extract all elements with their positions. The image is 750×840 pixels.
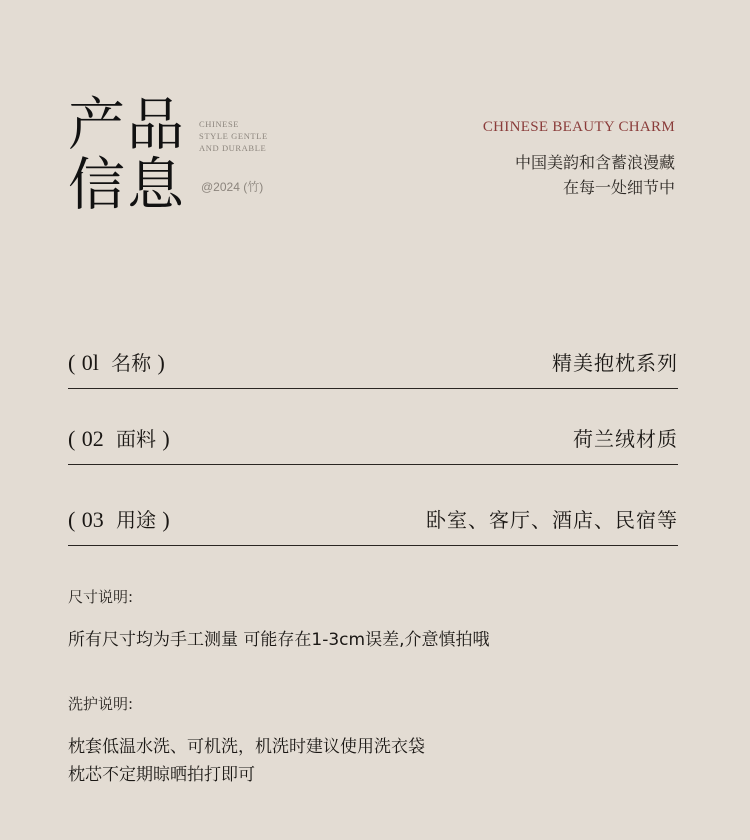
care-note-line-1: 枕套低温水洗、可机洗，机洗时建议使用洗衣袋 [68, 737, 425, 757]
brand-chinese-tagline-line-1: 中国美韵和含蓄浪漫藏 [514, 153, 675, 172]
paren-close: ) [157, 350, 165, 375]
info-row-value: 精美抱枕系列 [552, 351, 678, 375]
row-number: 02 [81, 426, 104, 451]
row-label-text: 名称 [111, 351, 152, 375]
row-number: 0l [81, 350, 99, 375]
info-row-label [68, 347, 165, 376]
subtitle-en-line-2: STYLE GENTLE [199, 131, 268, 141]
info-row-fabric [68, 424, 678, 465]
paren-open: ( [68, 507, 76, 532]
subtitle-en-line-1: CHINESE [199, 119, 240, 129]
care-note-heading: 洗护说明: [68, 695, 134, 713]
info-row-usage [68, 505, 678, 546]
paren-close: ) [162, 507, 170, 532]
info-row-name [68, 348, 678, 389]
brand-chinese-tagline-line-2: 在每一处细节中 [562, 178, 675, 197]
size-note-text: 所有尺寸均为手工测量 可能存在1-3cm误差,介意慎拍哦 [68, 630, 490, 650]
page-title-line-1: 产品 [68, 92, 186, 158]
row-label-text: 用途 [116, 508, 157, 532]
paren-open: ( [68, 350, 76, 375]
paren-open: ( [68, 426, 76, 451]
brand-english-tagline: CHINESE BEAUTY CHARM [482, 119, 675, 135]
row-label-text: 面料 [116, 427, 157, 451]
info-row-label [68, 504, 170, 533]
page-title-line-2: 信息 [68, 152, 186, 218]
info-row-value: 荷兰绒材质 [573, 427, 678, 451]
size-note-heading: 尺寸说明: [68, 588, 134, 606]
info-row-value: 卧室、客厅、酒店、民宿等 [426, 508, 678, 532]
year-tag: @2024 (竹) [201, 180, 264, 194]
care-note-line-2: 枕芯不定期晾晒拍打即可 [68, 765, 255, 785]
subtitle-en-line-3: AND DURABLE [199, 143, 267, 153]
paren-close: ) [162, 426, 170, 451]
row-number: 03 [81, 507, 104, 532]
info-row-label [68, 423, 170, 452]
